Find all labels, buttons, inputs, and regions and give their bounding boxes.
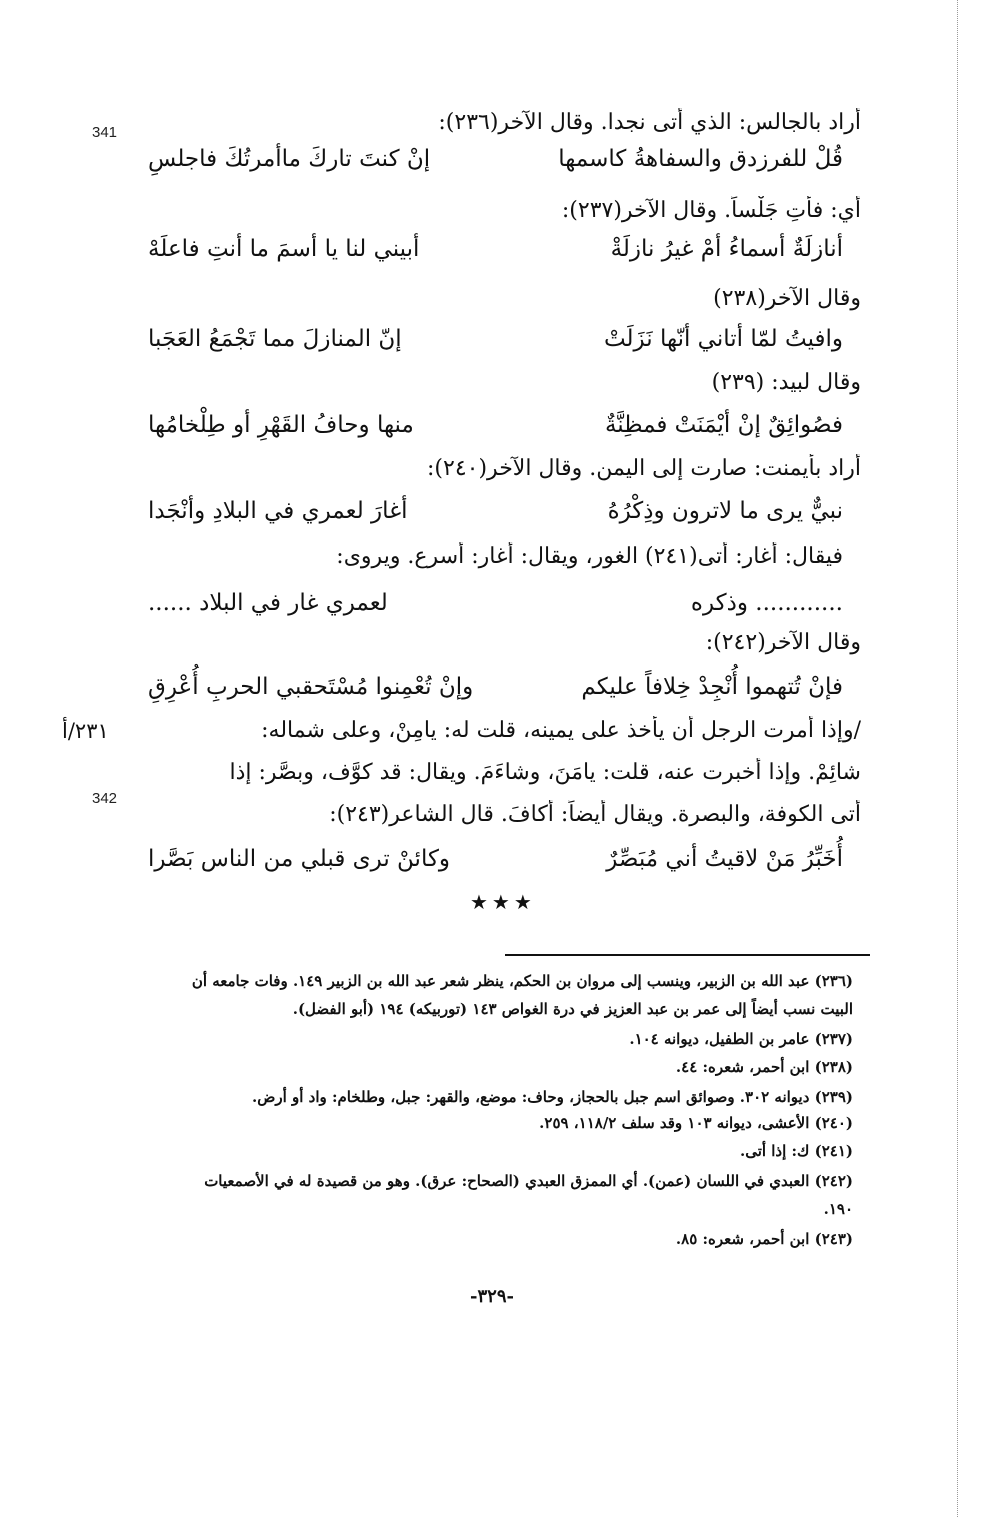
- verse-line: [148, 322, 843, 356]
- verse-hemistich-second: وإنْ تُعْمِنوا مُسْتَحقبي الحربِ أُعْرِقِ: [148, 674, 474, 700]
- footnote-236: (٢٣٦) عبد الله بن الزبير، وينسب إلى مروان بن الحكم، ينظر شعر عبد الله بن الزبير ١٤٩. وفات جامعه أن: [191, 972, 853, 990]
- margin-page-ref-342: 342: [92, 790, 118, 807]
- prose-line: وقال الآخر(٢٤٢):: [705, 630, 861, 655]
- verse-line: [148, 586, 843, 620]
- footnote-242: (٢٤٢) العبدي في اللسان (عمن). أي الممزق العبدي (الصحاح: عرق). وهو من قصيدة له في الأصمعيات: [204, 1172, 853, 1190]
- section-stars: ★★★: [470, 890, 536, 914]
- verse-hemistich-first: نبيٌّ يرى ما لاترون وذِكْرُهُ: [607, 498, 843, 524]
- verse-hemistich-first: فإنْ تُتهموا أُنْجِدْ خِلافاً عليكم: [581, 674, 843, 700]
- prose-line: شائِمْ. وإذا أخبرت عنه، قلت: يامَنَ، وشاءَمَ. ويقال: قد كوَّف، وبصَّر: إذا: [229, 760, 861, 785]
- footnote-239: (٢٣٩) ديوانه ٣٠٢. وصوائق اسم جبل بالحجاز، وحاف: موضع، والقهر: جبل، وطلخام: واد أو أرض.: [252, 1088, 853, 1106]
- prose-line: أتى الكوفة، والبصرة. ويقال أيضاً: أكافَ. قال الشاعر(٢٤٣):: [329, 802, 861, 827]
- verse-line: [148, 494, 843, 528]
- verse-hemistich-second: وكائنْ ترى قبلي من الناس بَصَّرا: [148, 846, 451, 872]
- scan-edge-line: [957, 0, 958, 1517]
- verse-hemistich-second: منها وحافُ القَهْرِ أو طِلْخامُها: [148, 412, 414, 438]
- verse-hemistich-second: إنْ كنتَ تاركَ ماأمرتُكَ فاجلسِ: [148, 146, 431, 172]
- footnote-238: (٢٣٨) ابن أحمر، شعره: ٤٤.: [675, 1058, 853, 1076]
- manuscript-folio-mark: ٢٣١/أ: [62, 719, 109, 743]
- footnote-236-cont: البيت نسب أيضاً إلى عمر بن عبد العزيز في درة الغواص ١٤٣ (توربيكه) ١٩٤ (أبو الفضل).: [292, 1000, 853, 1018]
- prose-line: أراد بأيمنت: صارت إلى اليمن. وقال الآخر(٢٤٠):: [427, 456, 861, 481]
- verse-hemistich-second: لعمري غار في البلاد ......: [148, 590, 388, 616]
- prose-line: أراد بالجالس: الذي أتى نجدا. وقال الآخر(٢٣٦):: [438, 110, 861, 135]
- prose-line: أي: فأتِ جَلْساً. وقال الآخر(٢٣٧):: [561, 198, 861, 223]
- verse-line: [148, 670, 843, 704]
- verse-hemistich-first: فصُوائِقٌ إنْ أيْمَنَتْ فمظِنَّةٌ: [604, 412, 843, 438]
- verse-hemistich-first: أنازلَةٌ أسماءُ أمْ غيرُ نازلَةْ: [610, 236, 843, 262]
- verse-line: [148, 232, 843, 266]
- prose-line: /وإذا أمرت الرجل أن يأخذ على يمينه، قلت له: يامِنْ، وعلى شماله:: [261, 718, 861, 743]
- verse-hemistich-second: أغارَ لعمري في البلادِ وأنْجَدا: [148, 498, 408, 524]
- prose-line: وقال لبيد: (٢٣٩): [711, 370, 861, 395]
- footnote-241: (٢٤١) ك: إذا أتى.: [739, 1142, 853, 1160]
- prose-line: فيقال: أغار: أتى(٢٤١) الغور، ويقال: أغار: أسرع. ويروى:: [336, 544, 843, 569]
- footnote-243: (٢٤٣) ابن أحمر، شعره: ٨٥.: [675, 1230, 853, 1248]
- footnote-242-cont: ١٩٠.: [823, 1200, 853, 1218]
- verse-hemistich-first: وافيتُ لمّا أتاني أنّها نَزَلَتْ: [603, 326, 843, 352]
- verse-hemistich-second: إنّ المنازلَ مما تَجْمَعُ العَجَبا: [148, 326, 402, 352]
- verse-hemistich-second: أبيني لنا يا أسمَ ما أنتِ فاعلَهْ: [148, 236, 420, 262]
- verse-line: [148, 842, 843, 876]
- verse-line: [148, 408, 843, 442]
- verse-hemistich-first: قُلْ للفرزدق والسفاهةُ كاسمها: [558, 146, 843, 172]
- footnote-divider: [505, 954, 870, 956]
- verse-hemistich-first: أُخَبِّرُ مَنْ لاقيتُ أني مُبَصِّرٌ: [606, 846, 843, 872]
- verse-line: [148, 142, 843, 176]
- margin-page-ref-341: 341: [92, 124, 118, 141]
- footnote-237: (٢٣٧) عامر بن الطفيل، ديوانه ١٠٤.: [629, 1030, 853, 1048]
- page-number: -٣٢٩-: [470, 1286, 514, 1307]
- verse-hemistich-first: ............ وذكره: [690, 590, 843, 616]
- prose-line: وقال الآخر(٢٣٨): [713, 286, 861, 311]
- footnote-240: (٢٤٠) الأعشى، ديوانه ١٠٣ وقد سلف ١١٨/٢، ٢٥٩.: [539, 1114, 853, 1132]
